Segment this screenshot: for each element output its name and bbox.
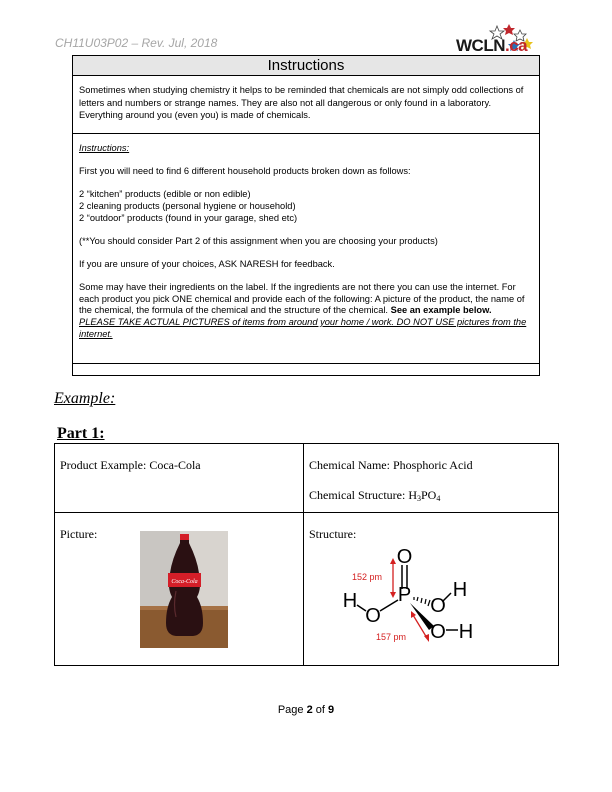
formula-o-sub: 4 xyxy=(436,494,441,503)
wcln-logo xyxy=(452,22,534,56)
instructions-intro: Sometimes when studying chemistry it helps to be reminded that chemicals are not simply odd collections of letters and numbers or strange names. They are also not all dangerous or only found in a laboratory. Everything around you (even you) is made of chemicals. xyxy=(73,76,539,134)
instructions-title: Instructions xyxy=(73,56,539,76)
product-cell xyxy=(55,444,304,513)
formula-prefix: Chemical Structure: xyxy=(309,488,409,502)
ingredients-text: Some may have their ingredients on the label. If the ingredients are not there you can use the internet. For each product you pick ONE chemical and provide each of the following: A picture of the product, the name of the chemical, the formula of the chemical and the structure of the chemical. xyxy=(79,282,525,316)
chemical-name: Chemical Name: Phosphoric Acid xyxy=(309,458,473,472)
formula-po: PO xyxy=(420,488,437,502)
atom-o-top: O xyxy=(396,546,413,568)
footer-of-word: of xyxy=(315,704,325,716)
instructions-line1: First you will need to find 6 different household products broken down as follows: xyxy=(79,166,411,177)
atom-o-right: O xyxy=(430,595,446,617)
formula-h-sub: 3 xyxy=(416,494,421,503)
logo-main: WCLN xyxy=(456,36,505,55)
list-item-kitchen: 2 “kitchen” products (edible or non edible) xyxy=(79,189,251,200)
bond-length-157: 157 pm xyxy=(376,632,407,642)
formula-h: H xyxy=(408,488,417,502)
part-heading: Part 1: xyxy=(57,425,105,442)
product-example: Product Example: Coca-Cola xyxy=(60,458,201,472)
example-heading: Example: xyxy=(54,390,116,407)
instructions-feedback: If you are unsure of your choices, ASK NARESH for feedback. xyxy=(79,258,335,269)
bond-length-152: 152 pm xyxy=(352,572,383,582)
structure-label: Structure: xyxy=(309,527,357,541)
atom-h-right: H xyxy=(452,579,468,601)
atom-p: P xyxy=(397,584,412,606)
list-item-outdoor: 2 “outdoor” products (found in your garage, shed etc) xyxy=(79,212,298,223)
atom-o-bottom: O xyxy=(430,621,446,643)
instructions-body xyxy=(73,134,539,364)
footer-page-word: Page xyxy=(277,704,304,716)
logo-ext: .ca xyxy=(504,36,528,55)
footer-page-number: 2 xyxy=(306,704,313,716)
picture-label: Picture: xyxy=(60,527,98,541)
instructions-box xyxy=(72,55,540,376)
atom-h-bottom: H xyxy=(458,621,474,643)
atom-o-left: O xyxy=(365,605,381,627)
page-footer xyxy=(0,704,612,716)
example-table xyxy=(54,443,559,666)
bottle-label: Coca-Cola xyxy=(171,579,198,585)
chemical-cell xyxy=(304,444,558,513)
structure-cell xyxy=(304,513,558,665)
coca-cola-bottle-photo xyxy=(140,531,228,648)
instructions-note-part2: (**You should consider Part 2 of this assignment when you are choosing your products) xyxy=(79,235,438,246)
chemical-formula xyxy=(309,488,558,503)
footer-page-total: 9 xyxy=(328,704,335,716)
logo-text xyxy=(456,36,527,56)
see-example: See an example below. xyxy=(390,305,492,316)
phosphoric-acid-structure xyxy=(330,543,490,651)
instructions-ingredients xyxy=(79,282,533,317)
instructions-warning: PLEASE TAKE ACTUAL PICTURES of items from around your home / work. DO NOT USE pictures from the internet. xyxy=(79,316,527,339)
atom-h-left: H xyxy=(342,590,358,612)
document-code: CH11U03P02 – Rev. Jul, 2018 xyxy=(55,36,218,50)
picture-cell xyxy=(55,513,304,665)
list-item-cleaning: 2 cleaning products (personal hygiene or household) xyxy=(79,200,296,211)
instructions-subheading: Instructions: xyxy=(79,143,130,153)
